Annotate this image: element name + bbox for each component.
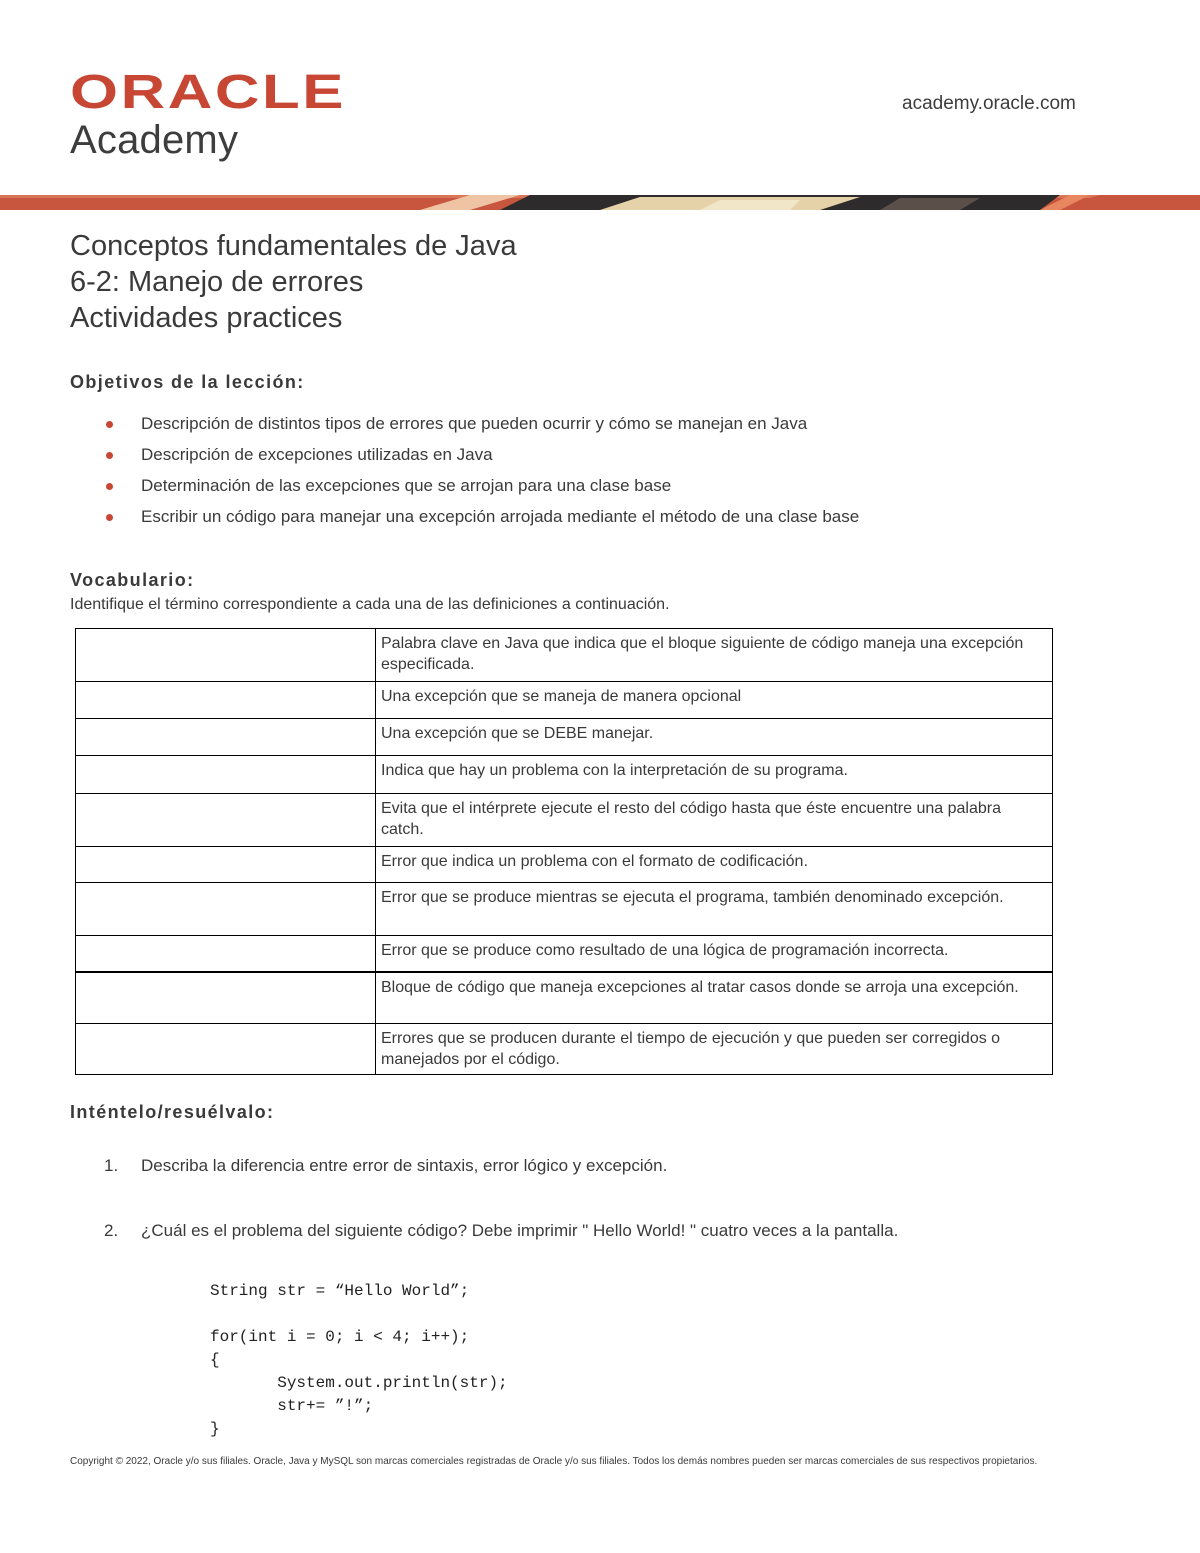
bullet-icon [106, 452, 113, 459]
code-line: for(int i = 0; i < 4; i++); [210, 1328, 470, 1346]
table-row [76, 972, 1053, 1024]
activity-title: Actividades practices [70, 302, 343, 334]
exercise-item-2 [70, 1221, 898, 1241]
lesson-title: 6-2: Manejo de errores [70, 266, 364, 298]
table-row [76, 629, 1053, 682]
item-number: 1. [104, 1156, 119, 1175]
list-item [70, 1221, 898, 1241]
bullet-icon [106, 483, 113, 490]
definition-cell: Error que se produce como resultado de una lógica de programación incorrecta. [376, 936, 1053, 972]
vocabulary-heading: Vocabulario: [70, 570, 195, 590]
code-line: { [210, 1351, 220, 1369]
vocabulary-table [75, 628, 1053, 1075]
exercises-heading: Inténtelo/resuélvalo: [70, 1102, 275, 1122]
academy-subtitle: Academy [70, 118, 239, 162]
term-cell[interactable] [76, 719, 376, 756]
item-number: 2. [104, 1221, 119, 1240]
copyright-footer: Copyright © 2022, Oracle y/o sus filiales. Oracle, Java y MySQL son marcas comerciales registradas de Oracle y/o sus filiales. Todos los demás nombres pueden ser marcas comerciales de sus respectivos propietarios. [70, 1456, 1038, 1467]
vocabulary-intro: Identifique el término correspondiente a cada una de las definiciones a continuación. [70, 596, 670, 613]
course-title: Conceptos fundamentales de Java [70, 230, 517, 262]
objectives-list [70, 408, 859, 532]
term-cell[interactable] [76, 682, 376, 719]
objective-text: Determinación de las excepciones que se arrojan para una clase base [141, 476, 672, 495]
oracle-logo-wordmark [70, 68, 370, 118]
definition-cell: Indica que hay un problema con la interpretación de su programa. [376, 756, 1053, 794]
list-item [70, 439, 859, 470]
code-line: System.out.println(str); [210, 1374, 508, 1392]
definition-cell: Palabra clave en Java que indica que el bloque siguiente de código maneja una excepción especificada. [376, 629, 1053, 682]
objectives-heading: Objetivos de la lección: [70, 372, 305, 392]
definition-cell: Una excepción que se maneja de manera opcional [376, 682, 1053, 719]
list-item [70, 470, 859, 501]
list-item [70, 1156, 667, 1176]
term-cell[interactable] [76, 972, 376, 1024]
term-cell[interactable] [76, 629, 376, 682]
objective-text: Escribir un código para manejar una excepción arrojada mediante el método de una clase base [141, 507, 860, 526]
list-item [70, 501, 859, 532]
table-row [76, 794, 1053, 847]
exercise-text: Describa la diferencia entre error de sintaxis, error lógico y excepción. [141, 1156, 668, 1175]
decorative-banner [0, 192, 1200, 212]
code-block [210, 1280, 508, 1441]
definition-cell: Bloque de código que maneja excepciones al tratar casos donde se arroja una excepción. [376, 972, 1053, 1024]
exercise-item-1 [70, 1156, 667, 1176]
title-block [70, 228, 517, 336]
code-line: } [210, 1420, 220, 1438]
objective-text: Descripción de excepciones utilizadas en Java [141, 445, 493, 464]
table-row [76, 682, 1053, 719]
bullet-icon [106, 514, 113, 521]
term-cell[interactable] [76, 847, 376, 883]
table-row [76, 1024, 1053, 1075]
table-row [76, 883, 1053, 936]
definition-cell: Error que indica un problema con el formato de codificación. [376, 847, 1053, 883]
definition-cell: Error que se produce mientras se ejecuta el programa, también denominado excepción. [376, 883, 1053, 936]
bullet-icon [106, 421, 113, 428]
definition-cell: Evita que el intérprete ejecute el resto del código hasta que éste encuentre una palabra catch. [376, 794, 1053, 847]
term-cell[interactable] [76, 883, 376, 936]
site-url[interactable]: academy.oracle.com [902, 93, 1076, 114]
oracle-logo-text: ORACLE [70, 68, 346, 118]
code-line: str+= ”!”; [210, 1397, 374, 1415]
code-line: String str = “Hello World”; [210, 1282, 470, 1300]
term-cell[interactable] [76, 756, 376, 794]
code-line [210, 1303, 508, 1326]
definition-cell: Una excepción que se DEBE manejar. [376, 719, 1053, 756]
table-row [76, 847, 1053, 883]
objective-text: Descripción de distintos tipos de errores que pueden ocurrir y cómo se manejan en Java [141, 414, 808, 433]
list-item [70, 408, 859, 439]
table-row [76, 719, 1053, 756]
definition-cell: Errores que se producen durante el tiempo de ejecución y que pueden ser corregidos o manejados por el código. [376, 1024, 1053, 1075]
table-row [76, 756, 1053, 794]
term-cell[interactable] [76, 794, 376, 847]
term-cell[interactable] [76, 1024, 376, 1075]
exercise-text: ¿Cuál es el problema del siguiente código? Debe imprimir " Hello World! " cuatro veces a la pantalla. [141, 1221, 899, 1240]
term-cell[interactable] [76, 936, 376, 972]
table-row [76, 936, 1053, 972]
